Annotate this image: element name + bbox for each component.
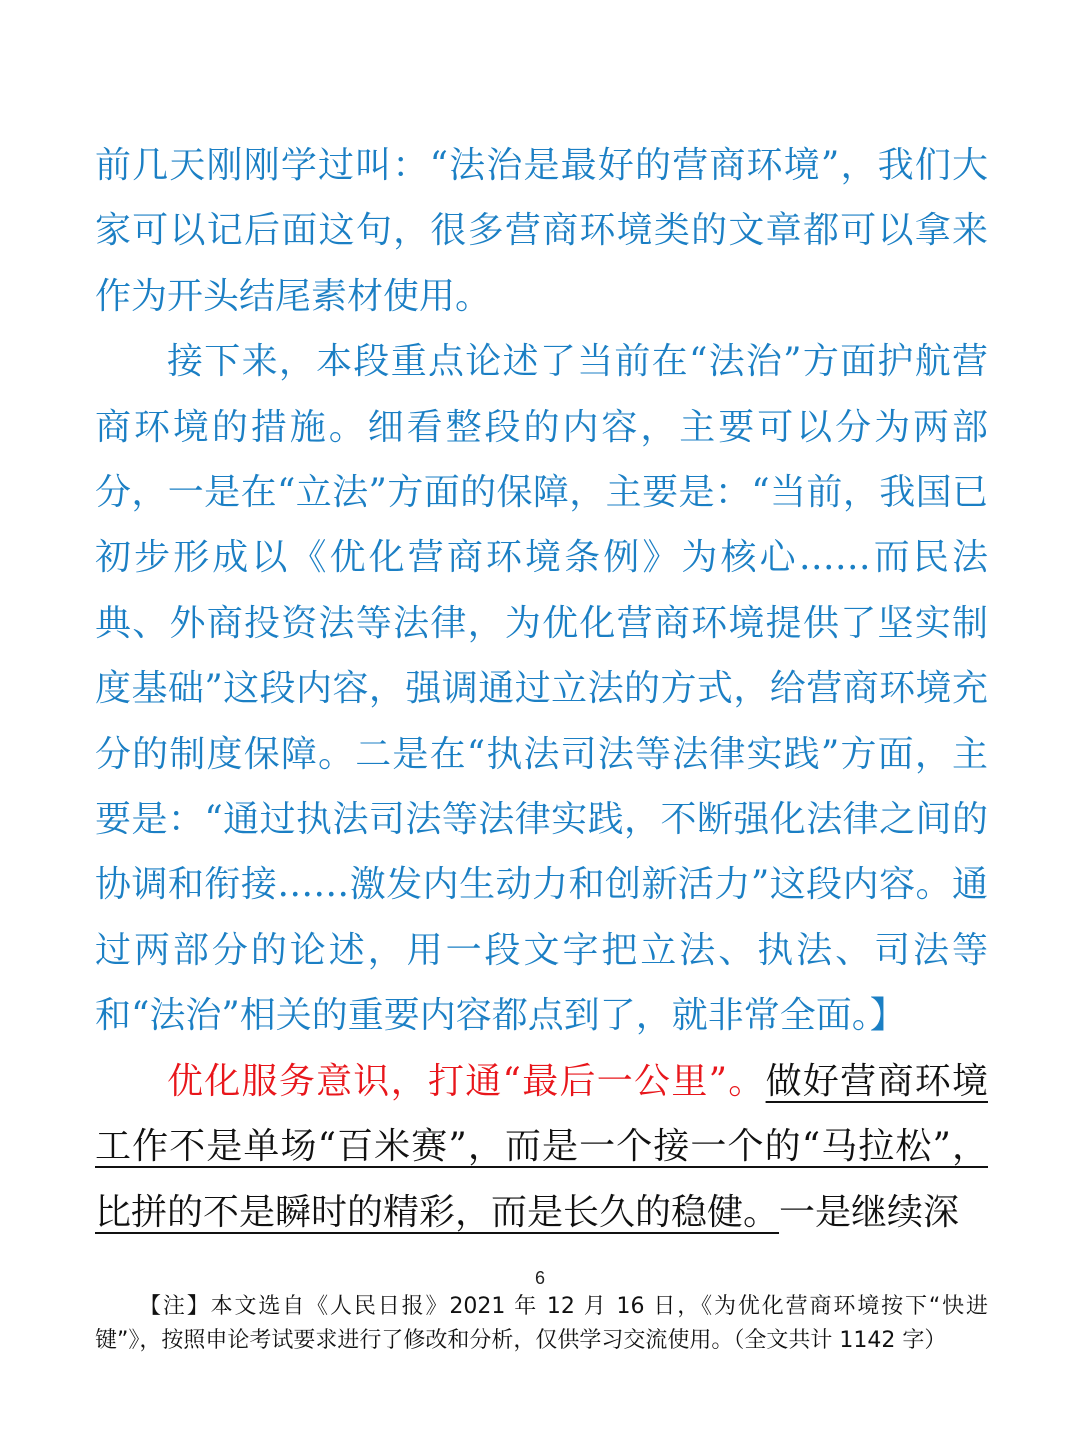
- section-heading: 优化服务意识，打通“最后一公里”。: [167, 1060, 766, 1102]
- continued-text: 一是继续深: [779, 1191, 960, 1233]
- analysis-paragraph: 接下来，本段重点论述了当前在“法治”方面护航营商环境的措施。细看整段的内容，主要可以分为两部分，一是在“立法”方面的保障，主要是：“当前，我国已初步形成以《优化营商环境条例》为核心……而民法典、外商投资法等法律，为优化营商环境提供了坚实制度基础”这段内容，强调通过立法的方式，给营商环境充分的制度保障。二是在“执法司法等法律实践”方面，主要是：“通过执法司法等法律实践，不断强化法律之间的协调和衔接……激发内生动力和创新活力”这段内容。通过两部分的论述，用一段文字把立法、执法、司法等和“法治”相关的重要内容都点到了，就非常全面。】: [95, 341, 988, 1037]
- article-body: [95, 133, 988, 1245]
- footnote: 【注】本文选自《人民日报》2021 年 12 月 16 日，《为优化营商环境按下“快进键”》，按照申论考试要求进行了修改和分析，仅供学习交流使用。（全文共计 1142 字）: [95, 1294, 988, 1353]
- analysis-continuation: 前几天刚刚学过叫：“法治是最好的营商环境”，我们大家可以记后面这句，很多营商环境类的文章都可以拿来作为开头结尾素材使用。: [95, 145, 988, 317]
- page-number: 6: [534, 1268, 545, 1288]
- underlined-sentence: 做好营商环境工作不是单场“百米赛”，而是一个接一个的“马拉松”，比拼的不是瞬时的精彩，而是长久的稳健。: [95, 1060, 988, 1233]
- article-paragraph: [95, 1049, 988, 1245]
